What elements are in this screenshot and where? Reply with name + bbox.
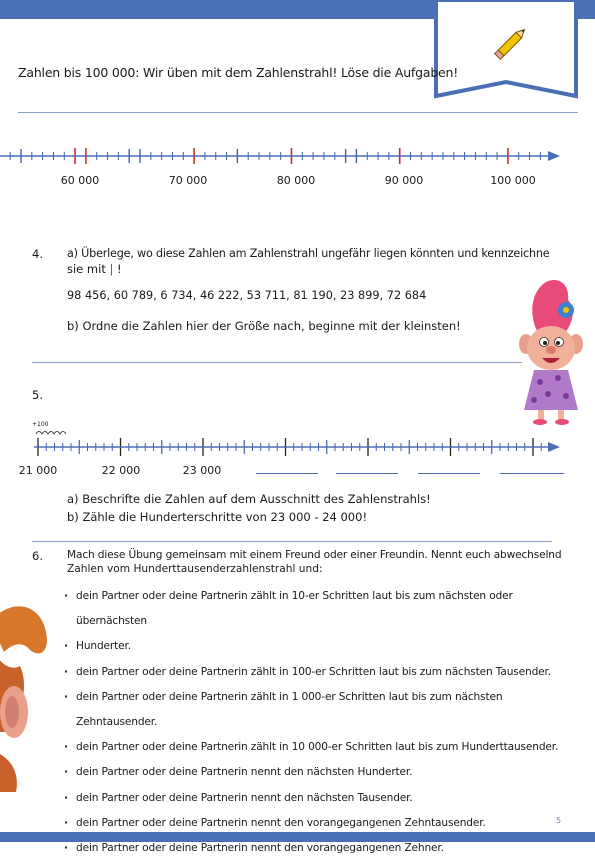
list-item: · dein Partner oder deine Partnerin nennt den vorangegangenen Zehner. xyxy=(62,836,582,861)
list-item: · dein Partner oder deine Partnerin zählt in 100-er Schritten laut bis zum nächsten Tausender. xyxy=(62,660,582,685)
list-item: · dein Partner oder deine Partnerin nennt den nächsten Tausender. xyxy=(62,786,582,811)
answer-line[interactable] xyxy=(32,541,552,542)
blank-answer[interactable] xyxy=(418,473,480,474)
task5-part-a: a) Beschrifte die Zahlen auf dem Ausschnitt des Zahlenstrahls! xyxy=(67,492,431,506)
task6-intro: Mach diese Übung gemeinsam mit einem Freund oder einer Freundin. Nennt euch abwechselnd xyxy=(67,549,562,561)
list-item: · dein Partner oder deine Partnerin zählt in 1 000-er Schritten laut bis zum nächsten Zehntausender. xyxy=(62,685,582,735)
step-label: +100 xyxy=(32,421,49,428)
numberline-label: 23 000 xyxy=(182,464,222,477)
list-item: · dein Partner oder deine Partnerin zählt in 10 000-er Schritten laut bis zum Hunderttausender. xyxy=(62,735,582,760)
task4-numbers: 98 456, 60 789, 6 734, 46 222, 53 711, 81 190, 23 899, 72 684 xyxy=(67,289,427,302)
list-item: · dein Partner oder deine Partnerin nennt den nächsten Hunderter. xyxy=(62,760,582,785)
title-divider xyxy=(18,112,578,113)
numberline-label: 60 000 xyxy=(60,174,100,187)
troll-illustration xyxy=(0,602,50,832)
numberline-label: 70 000 xyxy=(168,174,208,187)
arrow-icon xyxy=(548,442,560,452)
task4-part-a: a) Überlege, wo diese Zahlen am Zahlenstrahl ungefähr liegen könnten und kennzeichne xyxy=(67,247,550,260)
blank-answer[interactable] xyxy=(256,473,318,474)
arrow-icon xyxy=(548,151,560,161)
list-item: · dein Partner oder deine Partnerin nennt den vorangegangenen Zehntausender. xyxy=(62,811,582,836)
task4-part-a-line2: sie mit | ! xyxy=(67,262,122,276)
list-item: · Hunderter. xyxy=(62,634,582,659)
red-mark: | xyxy=(109,262,114,276)
task6-intro-line2: Zahlen vom Hunderttausenderzahlenstrahl und: xyxy=(67,563,323,575)
numberline-task5 xyxy=(0,424,595,464)
blank-answer[interactable] xyxy=(500,473,564,474)
task6-list xyxy=(62,584,582,861)
answer-line[interactable] xyxy=(32,362,522,363)
blank-answer[interactable] xyxy=(336,473,398,474)
troll-illustration xyxy=(518,278,584,426)
header-ribbon xyxy=(430,0,580,100)
numberline-label: 80 000 xyxy=(276,174,316,187)
task-number: 6. xyxy=(32,549,43,563)
numberline-label: 22 000 xyxy=(101,464,141,477)
numberline-label: 100 000 xyxy=(490,174,536,187)
task-number: 5. xyxy=(32,388,43,402)
page-number: 5 xyxy=(556,816,562,825)
numberline-label: 21 000 xyxy=(18,464,58,477)
numberline-label: 90 000 xyxy=(384,174,424,187)
task5-part-b: b) Zähle die Hunderterschritte von 23 000 - 24 000! xyxy=(67,510,368,524)
task4-part-b: b) Ordne die Zahlen hier der Größe nach, beginne mit der kleinsten! xyxy=(67,319,461,333)
hop-arrows-icon xyxy=(36,432,66,435)
page-title: Zahlen bis 100 000: Wir üben mit dem Zahlenstrahl! Löse die Aufgaben! xyxy=(18,65,459,80)
task-number: 4. xyxy=(32,247,43,261)
list-item: · dein Partner oder deine Partnerin zählt in 10-er Schritten laut bis zum nächsten oder übernächsten xyxy=(62,584,582,634)
